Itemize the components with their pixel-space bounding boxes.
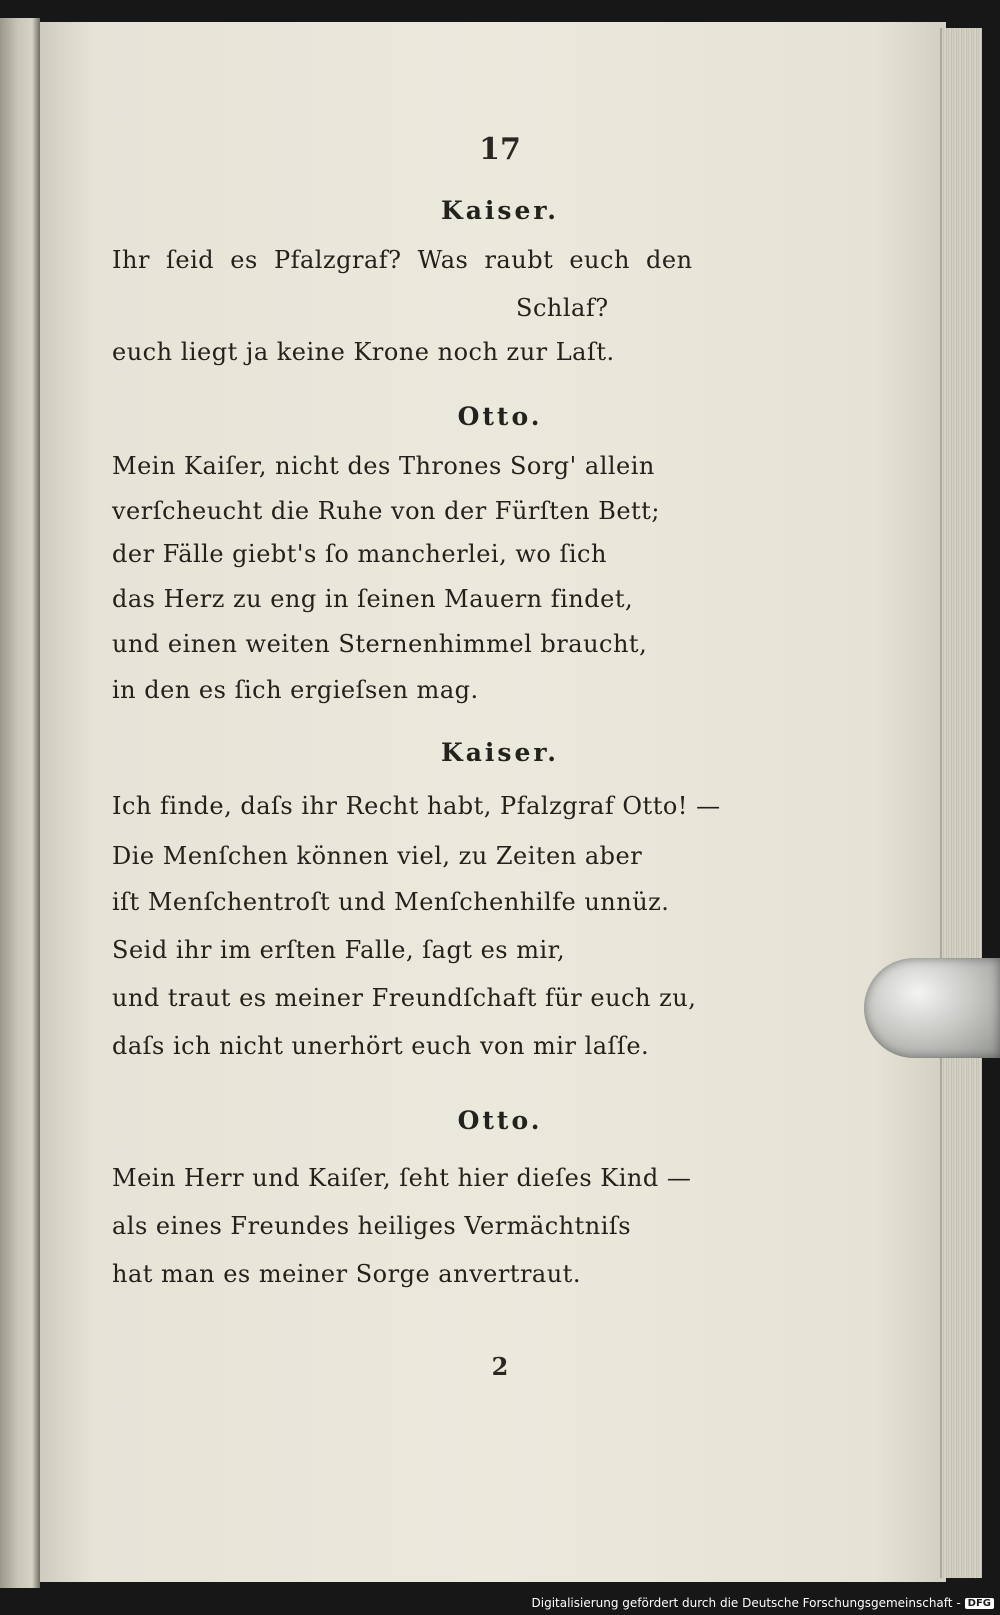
- digitization-credit: [532, 1593, 995, 1613]
- speaker-heading: Otto.: [457, 1106, 543, 1135]
- verse-line: euch liegt ja keine Krone noch zur Laſt.: [112, 338, 615, 366]
- speaker-heading: Otto.: [457, 402, 543, 431]
- verse-line: daſs ich nicht unerhört euch von mir laſſe.: [112, 1032, 650, 1060]
- verse-line: Ihr ſeid es Pfalzgraf? Was raubt euch den: [112, 246, 693, 274]
- verse-line: und einen weiten Sternenhimmel braucht,: [112, 630, 648, 658]
- verse-line: Schlaf?: [516, 294, 609, 322]
- verse-line: Seid ihr im erſten Falle, ſagt es mir,: [112, 936, 566, 964]
- signature-mark: 2: [491, 1352, 509, 1381]
- verse-line: Mein Kaiſer, nicht des Thrones Sorg' allein: [112, 452, 655, 480]
- verse-line: Die Menſchen können viel, zu Zeiten aber: [112, 842, 643, 870]
- verse-line: Mein Herr und Kaiſer, ſeht hier dieſes Kind —: [112, 1164, 692, 1192]
- verse-line: und traut es meiner Freundſchaft für euch zu,: [112, 984, 697, 1012]
- verse-line: hat man es meiner Sorge anvertraut.: [112, 1260, 581, 1288]
- verse-line: der Fälle giebt's ſo mancherlei, wo ſich: [112, 540, 607, 568]
- speaker-heading: Kaiser.: [441, 196, 559, 225]
- dfg-logo: DFG: [965, 1598, 994, 1609]
- verse-line: verſcheucht die Ruhe von der Fürſten Bett;: [112, 497, 660, 525]
- verse-line: als eines Freundes heiliges Vermächtniſs: [112, 1212, 632, 1240]
- speaker-heading: Kaiser.: [441, 738, 559, 767]
- verse-line: Ich finde, daſs ihr Recht habt, Pfalzgraf Otto! —: [112, 792, 721, 820]
- verse-line: in den es ſich ergieſsen mag.: [112, 676, 479, 704]
- verse-line: das Herz zu eng in ſeinen Mauern findet,: [112, 585, 634, 613]
- credit-text: Digitalisierung gefördert durch die Deutsche Forschungsgemeinschaft -: [531, 1596, 961, 1610]
- verse-line: iſt Menſchentroſt und Menſchenhilfe unnüz.: [112, 888, 670, 916]
- page-number: 17: [479, 132, 521, 167]
